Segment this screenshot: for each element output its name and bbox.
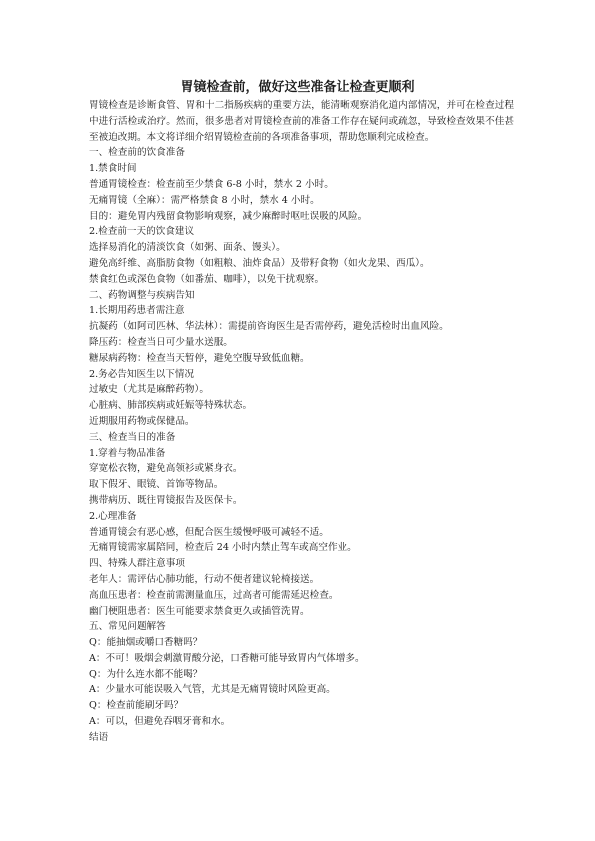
text-line: 2.心理准备 bbox=[89, 510, 137, 522]
text-line: 过敏史（尤其是麻醉药物）。 bbox=[89, 384, 209, 396]
text-line: 降压药：检查当日可少量水送服。 bbox=[89, 336, 233, 348]
text-line: 携带病历、既往胃镜报告及医保卡。 bbox=[89, 494, 243, 506]
text-line: 普通胃镜会有恶心感，但配合医生缓慢呼吸可减轻不适。 bbox=[89, 526, 329, 538]
text-line: 无痛胃镜需家属陪同，检查后 24 小时内禁止驾车或高空作业。 bbox=[89, 542, 357, 554]
text-line: 2.务必告知医生以下情况 bbox=[89, 368, 195, 380]
text-line: 糖尿病药物：检查当天暂停，避免空腹导致低血糖。 bbox=[89, 352, 310, 364]
text-line: 无痛胃镜（全麻）：需严格禁食 8 小时，禁水 4 小时。 bbox=[89, 194, 320, 206]
page-title: 胃镜检查前，做好这些准备让检查更顺利 bbox=[180, 80, 415, 95]
text-line: 穿宽松衣物，避免高领衫或紧身衣。 bbox=[89, 463, 243, 475]
text-line: 普通胃镜检查：检查前至少禁食 6-8 小时，禁水 2 小时。 bbox=[89, 178, 334, 190]
text-line: Q：为什么连水都不能喝？ bbox=[89, 668, 203, 680]
text-line: 1.禁食时间 bbox=[89, 163, 137, 175]
article-body bbox=[89, 98, 514, 746]
text-line: A：少量水可能误吸入气管，尤其是无痛胃镜时风险更高。 bbox=[89, 684, 336, 696]
text-line: 1.长期用药患者需注意 bbox=[89, 305, 185, 317]
text-line: 心脏病、肺部疾病或妊娠等特殊状态。 bbox=[89, 400, 253, 412]
text-line: 近期服用药物或保健品。 bbox=[89, 415, 195, 427]
text-line: A：可以，但避免吞咽牙膏和水。 bbox=[89, 716, 231, 728]
text-line: 1.穿着与物品准备 bbox=[89, 447, 166, 459]
article-lines bbox=[89, 145, 514, 745]
text-line: 结语 bbox=[89, 731, 109, 743]
intro-paragraph: 胃镜检查是诊断食管、胃和十二指肠疾病的重要方法，能清晰观察消化道内部情况，并可在检查过程中进行活检或治疗。然而，很多患者对胃镜检查前的准备工作存在疑问或疏忽，导致检查效果不佳甚至被迫改期。本文将详细介绍胃镜检查前的各项准备事项，帮助您顺利完成检查。 bbox=[89, 100, 514, 143]
text-line: 一、检查前的饮食准备 bbox=[89, 147, 185, 159]
text-line: 三、检查当日的准备 bbox=[89, 431, 176, 443]
text-line: 四、特殊人群注意事项 bbox=[89, 558, 185, 570]
text-line: 避免高纤维、高脂肪食物（如粗粮、油炸食品）及带籽食物（如火龙果、西瓜）。 bbox=[89, 257, 430, 269]
text-line: 五、常见问题解答 bbox=[89, 621, 166, 633]
text-line: A：不可！吸烟会刺激胃酸分泌，口香糖可能导致胃内气体增多。 bbox=[89, 652, 365, 664]
text-line: 取下假牙、眼镜、首饰等物品。 bbox=[89, 479, 224, 491]
text-line: 2.检查前一天的饮食建议 bbox=[89, 226, 195, 238]
text-line: 二、药物调整与疾病告知 bbox=[89, 289, 195, 301]
text-line: 老年人：需评估心肺功能，行动不便者建议轮椅接送。 bbox=[89, 573, 320, 585]
text-line: Q：检查前能刷牙吗？ bbox=[89, 700, 184, 712]
text-line: 幽门梗阻患者：医生可能要求禁食更久或插管洗胃。 bbox=[89, 605, 310, 617]
text-line: 目的：避免胃内残留食物影响观察，减少麻醉时呕吐误吸的风险。 bbox=[89, 210, 368, 222]
text-line: 高血压患者：检查前需测量血压，过高者可能需延迟检查。 bbox=[89, 589, 339, 601]
text-line: Q：能抽烟或嚼口香糖吗？ bbox=[89, 637, 203, 649]
text-line: 抗凝药（如阿司匹林、华法林）：需提前咨询医生是否需停药，避免活检时出血风险。 bbox=[89, 321, 449, 333]
text-line: 选择易消化的清淡饮食（如粥、面条、馒头）。 bbox=[89, 242, 286, 254]
text-line: 禁食红色或深色食物（如番茄、咖啡），以免干扰观察。 bbox=[89, 273, 325, 285]
